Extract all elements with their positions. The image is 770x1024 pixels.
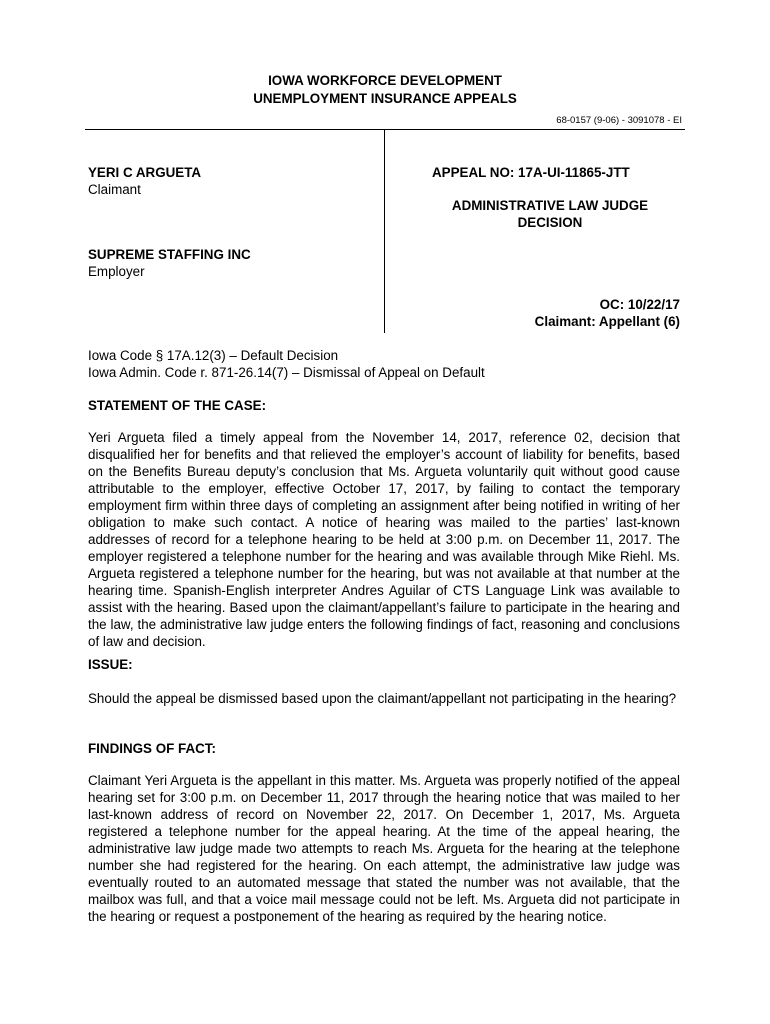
claimant-label: Claimant [88, 182, 141, 197]
division-title: UNEMPLOYMENT INSURANCE APPEALS [253, 91, 517, 106]
form-number: 68-0157 (9-06) - 3091078 - EI [556, 115, 682, 126]
citation-line2: Iowa Admin. Code r. 871-26.14(7) – Dismissal of Appeal on Default [88, 365, 485, 380]
claimant-name: YERI C ARGUETA [88, 165, 202, 180]
column-divider [384, 129, 385, 333]
issue-text: Should the appeal be dismissed based upon the claimant/appellant not participating in the hearing? [88, 691, 677, 706]
employer-name: SUPREME STAFFING INC [88, 247, 251, 262]
employer-label: Employer [88, 264, 145, 279]
findings-text: Claimant Yeri Argueta is the appellant in this matter. Ms. Argueta was properly notified of the appeal hearing set for 3:00 p.m. on December 11, 2017 through the hearing notice that was mailed to her last-known address of record on November 22, 2017. On December 1, 2017, Ms. Argueta registered a telephone number for the appeal hearing. At the time of the appeal hearing, the administrative law judge made two attempts to reach Ms. Argueta for the hearing at the telephone number she had registered for the hearing. On each attempt, the administrative law judge was eventually routed to an automated message that stated the number was not available, that the mailbox was full, and that a voice mail message could not be left. Ms. Argueta did not participate in the hearing or request a postponement of the hearing as required by the hearing notice. [88, 773, 680, 924]
header-divider [85, 129, 685, 130]
claimant-status: Claimant: Appellant (6) [534, 314, 680, 329]
decision-title-line1: ADMINISTRATIVE LAW JUDGE [451, 198, 649, 213]
decision-title-line2: DECISION [517, 215, 583, 230]
statement-heading: STATEMENT OF THE CASE: [88, 398, 267, 413]
issue-heading: ISSUE: [88, 657, 133, 672]
citation-line1: Iowa Code § 17A.12(3) – Default Decision [88, 348, 339, 363]
agency-title: IOWA WORKFORCE DEVELOPMENT [268, 73, 502, 88]
oc-date: OC: 10/22/17 [599, 297, 680, 312]
statement-text: Yeri Argueta filed a timely appeal from the November 14, 2017, reference 02, decision that disqualified her for benefits and that relieved the employer’s account of liability for benefits, based on the Benefits Bureau deputy’s conclusion that Ms. Argueta voluntarily quit without good cause attributable to the employer, effective October 17, 2017, by failing to contact the temporary employment firm within three days of completing an assignment after being notified in writing of her obligation to make such contact. A notice of hearing was mailed to the parties’ last-known addresses of record for a telephone hearing to be held at 3:00 p.m. on December 11, 2017. The employer registered a telephone number for the hearing and was available through Mike Riehl. Ms. Argueta registered a telephone number for the hearing, but was not available at that number at the hearing time. Spanish-English interpreter Andres Aguilar of CTS Language Link was available to assist with the hearing. Based upon the claimant/appellant’s failure to participate in the hearing and the law, the administrative law judge enters the following findings of fact, reasoning and conclusions of law and decision. [88, 430, 680, 649]
appeal-number: APPEAL NO: 17A-UI-11865-JTT [432, 165, 630, 180]
findings-heading: FINDINGS OF FACT: [88, 741, 216, 756]
